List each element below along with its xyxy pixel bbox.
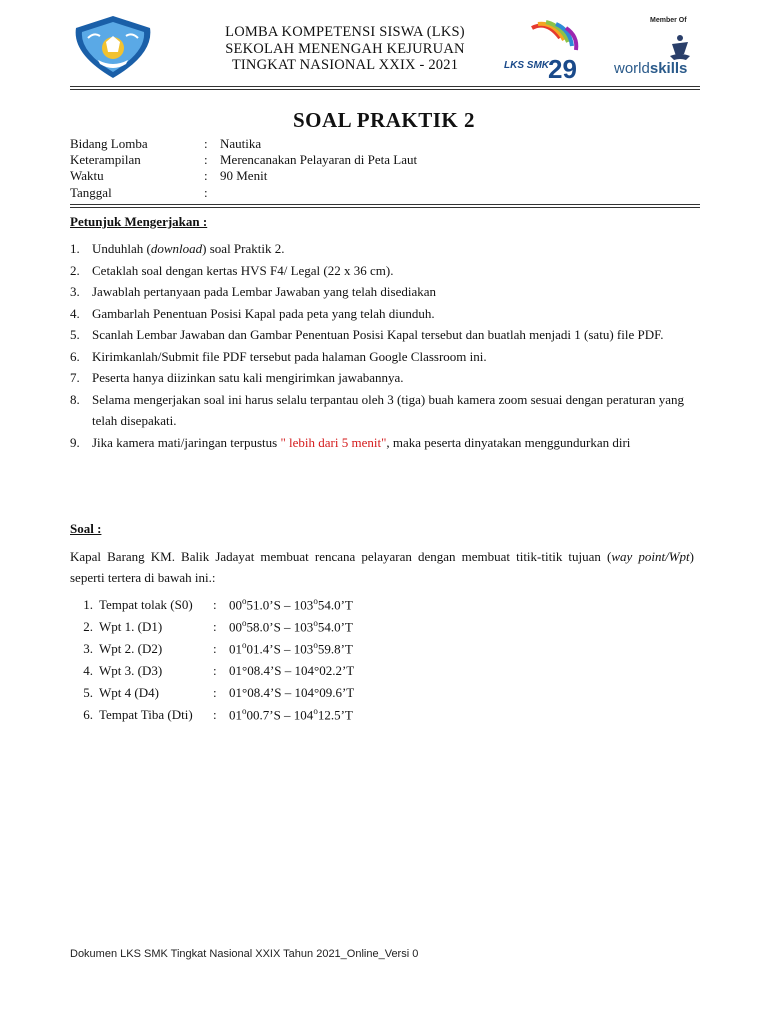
meta-value: Nautika [220, 136, 262, 151]
instructions-list [70, 238, 694, 453]
lks-logo-number: 29 [548, 54, 577, 84]
worldskills-wordmark [614, 60, 687, 77]
meta-label: Bidang Lomba [70, 136, 148, 151]
instruction-text [92, 432, 694, 454]
tut-wuri-handayani-logo-icon [70, 14, 156, 80]
waypoint-name: Wpt 4 (D4) [99, 685, 159, 700]
instruction-item [70, 346, 694, 368]
instruction-item [70, 303, 694, 325]
meta-block [70, 136, 417, 201]
waypoint-coordinate: 01°08.4’S – 104°02.2’T [229, 663, 355, 678]
waypoint-number: 5. [83, 685, 93, 700]
meta-label: Keterampilan [70, 152, 141, 168]
waypoint-colon: : [213, 619, 217, 634]
instruction-number: 8. [70, 391, 80, 407]
instruction-text: Selama mengerjakan soal ini harus selalu terpantau oleh 3 (tiga) buah kamera zoom sesuai dengan peraturan yang telah disepakati. [92, 391, 685, 428]
waypoint-number: 6. [83, 707, 93, 722]
instructions-heading: Petunjuk Mengerjakan : [70, 214, 208, 229]
waypoint-coordinate: 00$^o$51.0’S – 103$^o$54.0’T [229, 595, 353, 612]
meta-row [70, 185, 417, 201]
worldskills-word-a: world [614, 60, 650, 77]
waypoint-colon: : [213, 707, 217, 722]
document-header [0, 0, 768, 90]
waypoint-name: Wpt 1. (D1) [99, 619, 163, 634]
instruction-emphasis: download [150, 241, 203, 256]
instruction-item [70, 432, 694, 454]
waypoint-number: 3. [83, 641, 93, 656]
header-line-1: LOMBA KOMPETENSI SISWA (LKS) [225, 24, 465, 40]
waypoint-row [70, 657, 354, 679]
instruction-number: 4. [70, 305, 80, 321]
waypoint-number: 1. [83, 597, 93, 612]
instruction-item [70, 260, 694, 282]
instruction-number: 6. [70, 348, 80, 364]
instruction-number: 9. [70, 434, 80, 450]
waypoint-number: 2. [83, 619, 93, 634]
lks-smk-29-logo-icon [502, 18, 602, 84]
degree-symbol: o [313, 595, 318, 606]
meta-value: Merencanakan Pelayaran di Peta Laut [220, 152, 418, 168]
instruction-text: Scanlah Lembar Jawaban dan Gambar Penentuan Posisi Kapal tersebut dan buatlah menjadi 1 (satu) file PDF. [92, 327, 664, 342]
intro-emphasis: way point/Wpt [611, 549, 690, 564]
instruction-number: 1. [70, 241, 80, 256]
waypoint-row [70, 701, 354, 723]
instruction-text [92, 238, 694, 260]
waypoint-coordinate: 01$^o$01.4’S – 103$^o$59.8’T [229, 639, 353, 656]
waypoint-colon: : [213, 685, 217, 700]
waypoint-name: Wpt 3. (D3) [99, 663, 163, 678]
header-line-3: TINGKAT NASIONAL XXIX - 2021 [231, 57, 459, 73]
instruction-text: Peserta hanya diizinkan satu kali mengirimkan jawabannya. [92, 370, 404, 385]
header-line-2: SEKOLAH MENENGAH KEJURUAN [225, 40, 465, 57]
meta-label: Tanggal [70, 184, 112, 200]
degree-symbol: o [242, 639, 247, 650]
waypoint-colon: : [213, 663, 217, 678]
instruction-item [70, 238, 694, 260]
instruction-text-b: , maka peserta dinyatakan menggundurkan diri [386, 434, 631, 450]
degree-symbol: o [313, 639, 318, 650]
waypoint-colon: : [213, 597, 217, 612]
waypoint-colon: : [213, 641, 217, 656]
instruction-warning: " lebih dari 5 menit" [280, 434, 387, 450]
instruction-number: 5. [70, 327, 80, 342]
meta-row [70, 168, 417, 184]
degree-symbol: o [242, 705, 247, 716]
header-divider [70, 86, 700, 90]
degree-symbol: o [242, 595, 247, 606]
competition-title [190, 24, 500, 74]
waypoint-coordinate: 01$^o$00.7’S – 104$^o$12.5’T [229, 705, 353, 722]
waypoint-coordinate: 00$^o$58.0’S – 103$^o$54.0’T [229, 617, 353, 634]
waypoint-row [70, 635, 354, 657]
intro-text-b: ) seperti tertera di bawah ini.: [70, 549, 694, 585]
instruction-text: Kirimkanlah/Submit file PDF tersebut pada halaman Google Classroom ini. [92, 348, 487, 364]
document-footer: Dokumen LKS SMK Tingkat Nasional XXIX Tahun 2021_Online_Versi 0 [70, 948, 419, 960]
waypoint-row [70, 679, 354, 701]
instruction-text-a: Unduhlah ( [92, 241, 151, 256]
waypoint-name: Tempat tolak (S0) [99, 597, 193, 612]
waypoint-row [70, 613, 354, 635]
instruction-number: 2. [70, 262, 80, 278]
instruction-text-b: ) soal Praktik 2. [202, 241, 285, 256]
degree-symbol: o [242, 617, 247, 628]
question-intro [70, 546, 694, 588]
lks-logo-text: LKS SMK [504, 60, 549, 71]
instruction-text: Gambarlah Penentuan Posisi Kapal pada peta yang telah diunduh. [92, 305, 435, 321]
meta-colon: : [204, 184, 208, 200]
meta-row [70, 136, 417, 152]
instruction-item [70, 367, 694, 389]
meta-colon: : [204, 152, 208, 168]
page-title: SOAL PRAKTIK 2 [292, 108, 476, 132]
member-of-label: Member Of [650, 17, 687, 24]
instruction-text: Jawablah pertanyaan pada Lembar Jawaban yang telah disediakan [92, 284, 436, 299]
instruction-text: Cetaklah soal dengan kertas HVS F4/ Legal (22 x 36 cm). [92, 262, 394, 278]
meta-colon: : [204, 168, 208, 184]
meta-label: Waktu [70, 168, 104, 184]
meta-colon: : [204, 136, 208, 151]
waypoint-row [70, 591, 354, 613]
waypoint-number: 4. [83, 663, 93, 678]
worldskills-word-b: skills [649, 60, 688, 77]
waypoint-name: Tempat Tiba (Dti) [99, 707, 193, 722]
meta-divider [70, 204, 700, 208]
waypoint-list [70, 591, 354, 723]
instruction-number: 3. [70, 284, 80, 299]
waypoint-name: Wpt 2. (D2) [99, 641, 163, 656]
waypoint-coordinate: 01°08.4’S – 104°09.6’T [229, 685, 355, 700]
meta-value: 90 Menit [220, 168, 268, 184]
soal-heading: Soal : [70, 521, 102, 536]
intro-text-a: Kapal Barang KM. Balik Jadayat membuat rencana pelayaran dengan membuat titik-titik tujuan ( [70, 549, 612, 564]
instruction-item [70, 281, 694, 303]
degree-symbol: o [313, 617, 318, 628]
instruction-text-a: Jika kamera mati/jaringan terpustus [92, 434, 281, 450]
instruction-item [70, 324, 694, 346]
instruction-item [70, 389, 694, 432]
instruction-number: 7. [70, 370, 80, 385]
meta-row [70, 152, 417, 168]
degree-symbol: o [313, 705, 318, 716]
